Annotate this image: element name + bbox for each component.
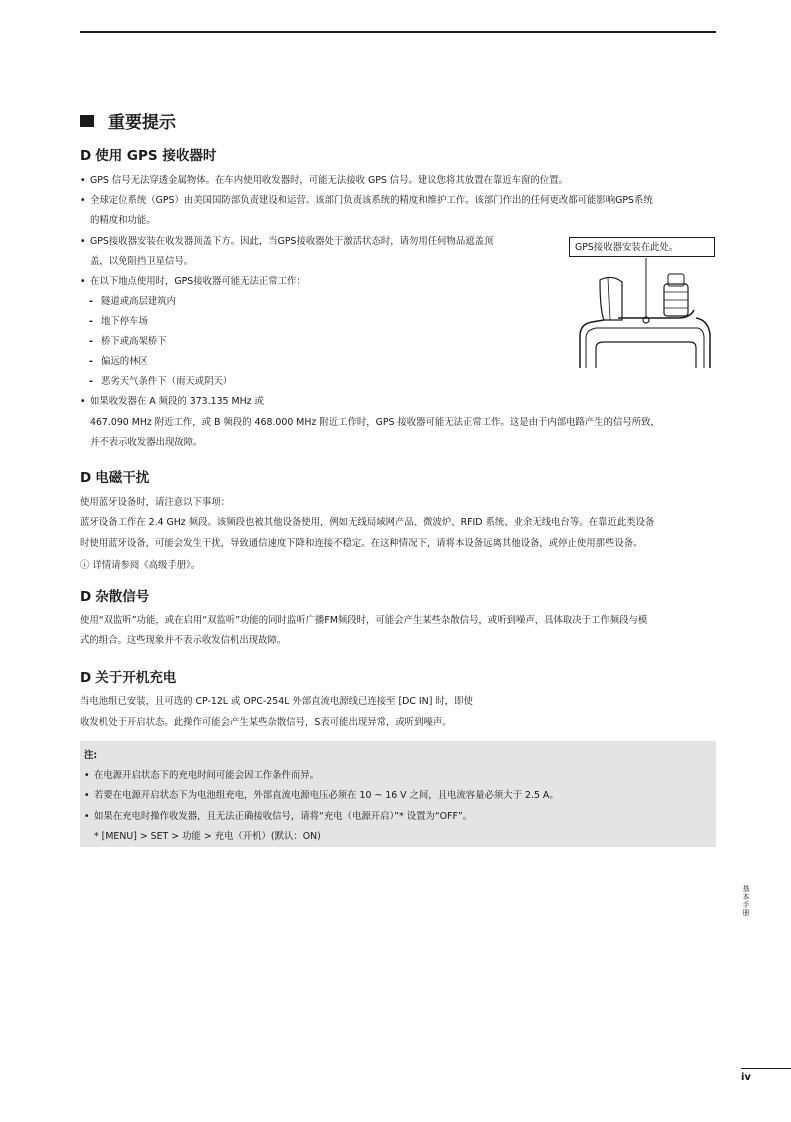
spurious-heading-text: 杂散信号: [95, 589, 150, 605]
gps-heading-text: 使用 GPS 接收器时: [95, 148, 217, 164]
place-item-text: 桥下或高架桥下: [101, 336, 167, 347]
emi-reference: ⓘ 详情请参阅《高级手册》。: [80, 560, 201, 571]
gps-bullet-3: • GPS接收器安装在收发器顶盖下方。因此，当GPS接收器处于激活状态时，请勿用任何物品遮盖顶: [80, 236, 494, 247]
menu-path: * [MENU] > SET > 功能 > 充电（开机）(默认：ON): [94, 831, 321, 842]
radio-top-illustration-icon: [578, 258, 713, 370]
gps-bullet-4-text: 在以下地点使用时，GPS接收器可能无法正常工作：: [90, 276, 306, 287]
gps-bullet-2: • 全球定位系统（GPS）由美国国防部负责建设和运营。该部门负责该系统的精度和维护工作。该部门作出的任何更改都可能影响GPS系统: [80, 195, 653, 206]
section-marker: D: [80, 148, 92, 164]
place-item-text: 隧道或高层建筑内: [101, 296, 177, 307]
gps-bullet-3-text: GPS接收器安装在收发器顶盖下方。因此，当GPS接收器处于激活状态时，请勿用任何物品遮盖顶: [90, 236, 494, 247]
gps-heading: [80, 144, 216, 164]
gps-bullet-4: • 在以下地点使用时，GPS接收器可能无法正常工作：: [80, 276, 306, 287]
charging-heading: [80, 666, 176, 686]
gps-bullet-1: • GPS 信号无法穿透金属物体。在车内使用收发器时，可能无法接收 GPS 信号。建议您将其放置在靠近车窗的位置。: [80, 175, 568, 186]
emi-heading: [80, 466, 149, 486]
place-item-text: 偏远的林区: [101, 356, 148, 367]
emi-paragraph: 使用蓝牙设备时，请注意以下事项：: [80, 497, 231, 508]
page-title: [80, 108, 176, 133]
charging-paragraph: 当电池组已安装，且可选的 CP-12L 或 OPC-254L 外部直流电源线已连接至 [DC IN] 时，即使: [80, 696, 473, 707]
gps-bullet-5-cont: 467.090 MHz 附近工作，或 B 频段的 468.000 MHz 附近工作时，GPS 接收器可能无法正常工作。这是由于内部电路产生的信号所致，: [90, 417, 660, 428]
gps-bullet-1-text: GPS 信号无法穿透金属物体。在车内使用收发器时，可能无法接收 GPS 信号。建议您将其放置在靠近车窗的位置。: [90, 175, 568, 186]
note-label: 注:: [84, 750, 98, 761]
footer-rule: [741, 1068, 791, 1069]
gps-bullet-5-text: 如果收发器在 A 频段的 373.135 MHz 或: [90, 396, 264, 407]
place-item: - 偏远的林区: [89, 356, 148, 367]
section-marker: D: [80, 670, 92, 686]
spurious-paragraph: 使用“双监听”功能，或在启用“双监听”功能的同时监听广播FM频段时，可能会产生某些杂散信号，或听到噪声，具体取决于工作频段与模: [80, 615, 648, 626]
place-item: - 恶劣天气条件下（雨天或阴天）: [89, 376, 233, 387]
section-marker: D: [80, 470, 92, 486]
charging-heading-text: 关于开机充电: [95, 670, 177, 686]
place-item-text: 地下停车场: [101, 316, 148, 327]
gps-bullet-2-text: 全球定位系统（GPS）由美国国防部负责建设和运营。该部门负责该系统的精度和维护工作。该部门作出的任何更改都可能影响GPS系统: [90, 195, 653, 206]
gps-bullet-3-cont: 盖，以免阻挡卫星信号。: [90, 256, 194, 267]
gps-bullet-5-cont: 并不表示收发器出现故障。: [90, 437, 203, 448]
note-item-text: 如果在充电时操作收发器，且无法正确接收信号，请将“充电（电源开启）”* 设置为“OFF”。: [94, 811, 473, 822]
spurious-paragraph: 式的组合。这些现象并不表示收发信机出现故障。: [80, 635, 287, 646]
gps-callout: GPS接收器安装在此处。: [569, 237, 715, 257]
side-tab: 基本手册: [742, 885, 750, 917]
section-marker: D: [80, 589, 92, 605]
note-item-text: 在电源开启状态下的充电时间可能会因工作条件而异。: [94, 770, 320, 781]
emi-paragraph: 时使用蓝牙设备，可能会发生干扰，导致通信速度下降和连接不稳定。在这种情况下，请将本设备远离其他设备，或停止使用那些设备。: [80, 538, 643, 549]
spurious-heading: [80, 585, 149, 605]
charging-paragraph: 收发机处于开启状态。此操作可能会产生某些杂散信号，S表可能出现异常，或听到噪声。: [80, 717, 452, 728]
square-bullet-icon: [80, 115, 94, 127]
place-item-text: 恶劣天气条件下（雨天或阴天）: [101, 376, 233, 387]
page-title-text: 重要提示: [108, 113, 176, 133]
gps-bullet-2-cont: 的精度和功能。: [90, 215, 156, 226]
note-item: • 如果在充电时操作收发器，且无法正确接收信号，请将“充电（电源开启）”* 设置为“OFF”。: [84, 811, 473, 822]
note-item: • 若要在电源开启状态下为电池组充电，外部直流电源电压必须在 10 ~ 16 V 之间，且电流容量必须大于 2.5 A。: [84, 790, 559, 801]
gps-bullet-5: • 如果收发器在 A 频段的 373.135 MHz 或: [80, 396, 264, 407]
place-item: - 隧道或高层建筑内: [89, 296, 177, 307]
place-item: - 地下停车场: [89, 316, 148, 327]
page-number: iv: [741, 1072, 751, 1083]
header-rule: [80, 31, 716, 33]
emi-heading-text: 电磁干扰: [95, 470, 150, 486]
note-item: • 在电源开启状态下的充电时间可能会因工作条件而异。: [84, 770, 320, 781]
note-item-text: 若要在电源开启状态下为电池组充电，外部直流电源电压必须在 10 ~ 16 V 之间，且电流容量必须大于 2.5 A。: [94, 790, 559, 801]
emi-paragraph: 蓝牙设备工作在 2.4 GHz 频段。该频段也被其他设备使用，例如无线局域网产品、微波炉、RFID 系统、业余无线电台等。在靠近此类设备: [80, 517, 655, 528]
place-item: - 桥下或高架桥下: [89, 336, 167, 347]
